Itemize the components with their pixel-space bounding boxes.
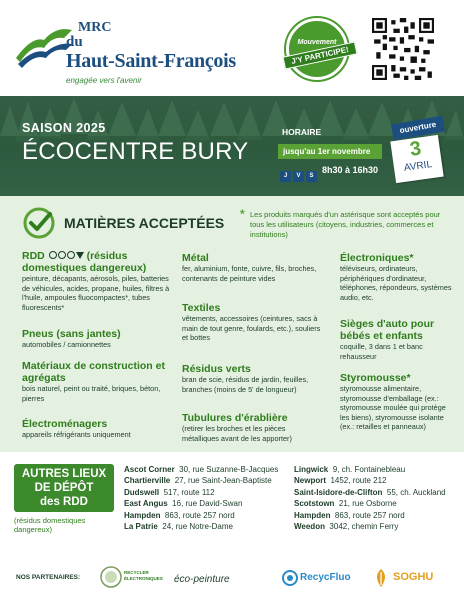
location-item: La Patrie 24, rue Notre-Dame bbox=[124, 522, 233, 532]
location-item: Hampden 863, route 257 nord bbox=[124, 510, 235, 520]
category-residus-verts bbox=[182, 363, 322, 394]
logo-tagline: engagée vers l'avenir bbox=[66, 76, 142, 85]
partner-soghu-text: SOGHU bbox=[393, 571, 434, 583]
locations-column-1 bbox=[124, 464, 278, 532]
checkmark-circle-icon bbox=[22, 206, 56, 240]
opening-tag: ouverture bbox=[391, 116, 445, 141]
category-desc: bois naturel, peint ou traité, briques, béton, pierres bbox=[22, 384, 161, 403]
category-materiaux bbox=[22, 360, 172, 403]
season-label: SAISON 2025 bbox=[22, 121, 106, 135]
rdd-subtitle: (résidus domestiques dangereux) bbox=[22, 250, 147, 274]
category-desc: automobiles / camionnettes bbox=[22, 340, 111, 349]
hazard-triangle-icon bbox=[76, 252, 84, 259]
logo-name-line2: Haut-Saint-François bbox=[66, 50, 236, 72]
opening-month: AVRIL bbox=[403, 159, 433, 174]
category-desc: bran de scie, résidus de jardin, feuilles, branches (moins de 5' de longueur) bbox=[182, 375, 309, 394]
category-title: Tubulures d'érablière bbox=[182, 412, 288, 424]
qr-code-icon[interactable] bbox=[372, 18, 434, 80]
horaire-label: HORAIRE bbox=[282, 127, 322, 137]
location-item: Scotstown 21, rue Osborne bbox=[294, 499, 397, 509]
category-desc: peinture, décapants, aérosols, piles, batteries de véhicules, acides, propane, huiles, filtres à l'huile, ampoules fluocompactes*, tubes fluorescents* bbox=[22, 274, 170, 312]
partner-ecopeinture-logo: éco-peinture bbox=[174, 574, 230, 585]
day-badge: J bbox=[280, 171, 291, 182]
day-badge: S bbox=[306, 171, 317, 182]
category-title: Styromousse* bbox=[340, 372, 411, 384]
until-date: jusqu'au 1er novembre bbox=[278, 144, 382, 159]
category-textiles bbox=[182, 302, 322, 343]
open-days bbox=[280, 164, 319, 179]
location-item: Hampden 863, route 257 nord bbox=[294, 510, 405, 520]
category-title: Résidus verts bbox=[182, 363, 251, 375]
leaf-icon bbox=[372, 568, 390, 588]
asterisk-icon: * bbox=[240, 207, 245, 221]
recycle-icon bbox=[100, 566, 122, 588]
location-item: Dudswell 517, route 112 bbox=[124, 487, 215, 497]
logo-name-line1: du bbox=[66, 34, 83, 50]
category-title: Sièges d'auto pour bébés et enfants bbox=[340, 318, 435, 342]
locations-column-2 bbox=[294, 464, 446, 532]
location-item: Lingwick 9, ch. Fontainebleau bbox=[294, 465, 406, 474]
other-drop-off-locations bbox=[14, 464, 114, 554]
other-locations-box bbox=[14, 464, 114, 512]
other-locations-subtitle: (résidus domestiques dangereux) bbox=[14, 516, 86, 534]
badge-line1: Mouvement bbox=[297, 39, 337, 46]
asterisk-note bbox=[240, 207, 454, 240]
category-desc: téléviseurs, ordinateurs, périphériques d'ordinateur, téléphones, répondeurs, systèmes audio, etc. bbox=[340, 264, 452, 302]
category-sieges bbox=[340, 318, 454, 361]
category-metal bbox=[182, 252, 322, 283]
category-desc: (retirer les broches et les pièces métalliques avant de les apporter) bbox=[182, 424, 292, 443]
category-title bbox=[22, 250, 170, 274]
mrc-logo bbox=[14, 14, 264, 84]
location-item: Weedon 3042, chemin Ferry bbox=[294, 522, 399, 532]
category-electromenagers bbox=[22, 418, 172, 440]
partner-recycfluo-text: RecycFluo bbox=[300, 572, 351, 583]
location-item: East Angus 16, rue David-Swan bbox=[124, 499, 243, 509]
logo-mrc: MRC bbox=[78, 20, 112, 35]
lightbulb-icon bbox=[282, 570, 298, 586]
asterisk-note-text: Les produits marqués d'un astérisque sont acceptés pour tous les utilisateurs (citoyens, industries, commerces et institutions) bbox=[250, 210, 441, 239]
hazard-icon bbox=[49, 251, 57, 259]
category-desc: styromousse alimentaire, styromousse d'emballage (ex.: styromousse moulée qui protège les biens), styromousse isolante (ex.: retailles et panneaux) bbox=[340, 384, 446, 431]
category-tubulures bbox=[182, 412, 322, 443]
mountain-logo-icon bbox=[14, 18, 74, 68]
location-item: Newport 1452, route 212 bbox=[294, 476, 387, 486]
category-title: Électroménagers bbox=[22, 418, 108, 430]
other-locations-line1: AUTRES LIEUX bbox=[21, 468, 107, 480]
location-item: Ascot Corner 30, rue Suzanne-B-Jacques bbox=[124, 465, 279, 474]
category-desc: fer, aluminium, fonte, cuivre, fils, broches, contenants de peinture vides bbox=[182, 264, 317, 283]
section-title: MATIÈRES ACCEPTÉES bbox=[64, 215, 225, 231]
partner-recycler-text: RECYCLER ÉLECTRONIQUES bbox=[124, 570, 163, 581]
location-item: Saint-Isidore-de-Clifton 55, ch. Auckland bbox=[294, 487, 446, 497]
rdd-title: RDD bbox=[22, 250, 45, 262]
category-desc: coquille, 3 dans 1 et banc rehausseur bbox=[340, 342, 423, 361]
category-electroniques bbox=[340, 252, 454, 302]
badge-line2: J'Y PARTICIPE! bbox=[282, 41, 357, 69]
category-title: Métal bbox=[182, 252, 209, 264]
category-title: Pneus (sans jantes) bbox=[22, 328, 121, 340]
partners-bar bbox=[0, 556, 464, 600]
category-rdd bbox=[22, 250, 170, 312]
other-locations-line3: des RDD bbox=[40, 496, 88, 508]
category-title: Textiles bbox=[182, 302, 221, 314]
category-title: Électroniques* bbox=[340, 252, 414, 264]
day-badge: V bbox=[293, 171, 304, 182]
location-item: Chartierville 27, rue Saint-Jean-Baptiste bbox=[124, 476, 272, 486]
opening-hours: 8h30 à 16h30 bbox=[322, 165, 379, 175]
other-locations-line2: DE DÉPÔT bbox=[34, 482, 94, 494]
page-title: ÉCOCENTRE BURY bbox=[22, 138, 249, 165]
category-desc: appareils réfrigérants uniquement bbox=[22, 430, 131, 439]
header bbox=[0, 0, 464, 96]
hazard-icon bbox=[58, 251, 66, 259]
hazard-icon bbox=[67, 251, 75, 259]
category-desc: vêtements, accessoires (ceintures, sacs à main de tout genre, foulards, etc.), souliers et bottes bbox=[182, 314, 321, 342]
movement-badge bbox=[286, 18, 348, 80]
category-pneus bbox=[22, 328, 172, 350]
category-title: Matériaux de construction et agrégats bbox=[22, 360, 165, 384]
partners-label: NOS PARTENAIRES: bbox=[16, 574, 81, 581]
category-styromousse bbox=[340, 372, 454, 432]
opening-calendar bbox=[390, 135, 443, 183]
opening-day: 3 bbox=[408, 137, 423, 161]
